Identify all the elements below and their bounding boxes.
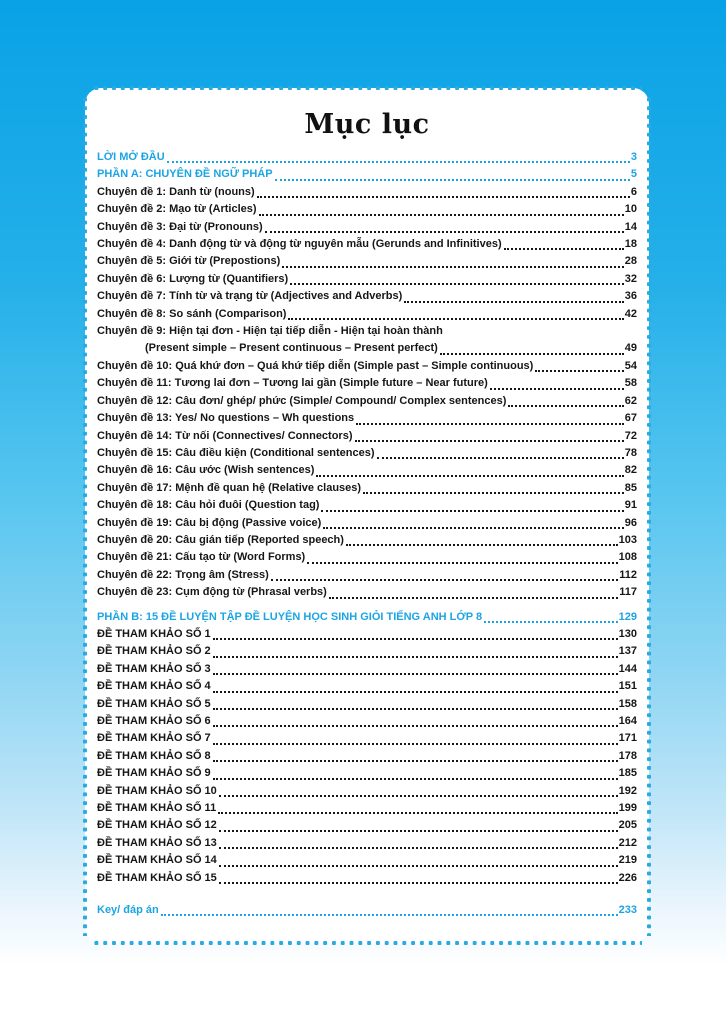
toc-entry-line <box>97 713 637 730</box>
toc-entry-page: 58 <box>624 377 637 390</box>
dot-leader <box>271 579 618 581</box>
toc-entry-label: Chuyên đề 20: Câu gián tiếp (Reported speech) <box>97 533 344 546</box>
toc-entry-label: Key/ đáp án <box>97 904 159 917</box>
toc-entry-line <box>97 783 637 800</box>
toc-entry[interactable] <box>97 748 637 765</box>
dot-leader <box>219 847 618 849</box>
toc-entry-line <box>97 678 637 695</box>
dot-leader <box>218 812 617 814</box>
dot-leader <box>213 760 618 762</box>
toc-entry[interactable] <box>97 783 637 800</box>
toc-entry-page: 28 <box>624 255 637 268</box>
toc-entry[interactable] <box>97 730 637 747</box>
dot-leader <box>355 440 624 442</box>
dot-leader <box>219 795 618 797</box>
toc-entry-line <box>97 800 637 817</box>
toc-entry[interactable] <box>97 306 637 323</box>
toc-entry-page: 199 <box>618 802 637 815</box>
toc-entry-page: 78 <box>624 446 637 459</box>
toc-entry-label: ĐỀ THAM KHẢO SỐ 5 <box>97 697 211 710</box>
toc-entry-page: 3 <box>630 151 637 163</box>
toc-entry-page: 108 <box>618 551 637 564</box>
dot-leader <box>504 248 624 250</box>
dot-leader <box>346 544 618 546</box>
toc-entry-page: 212 <box>618 836 637 849</box>
dot-leader <box>316 475 623 477</box>
toc-entry-page: 5 <box>630 168 637 181</box>
toc-entry-page: 96 <box>624 516 637 529</box>
toc-entry-page: 112 <box>619 568 637 581</box>
toc-entry[interactable] <box>97 515 637 532</box>
toc-entry[interactable] <box>97 445 637 462</box>
toc-entry-line <box>97 730 637 747</box>
dot-leader <box>404 301 624 303</box>
toc-entry-line <box>97 643 637 660</box>
toc-entry[interactable] <box>97 428 637 445</box>
dot-leader <box>161 914 618 916</box>
toc-entry-page: 137 <box>618 645 637 658</box>
toc-entry[interactable] <box>97 678 637 695</box>
toc-entry-page: 171 <box>618 732 637 745</box>
toc-entry-page: 158 <box>618 697 637 710</box>
dotted-border-right <box>646 95 652 936</box>
toc-entry-page: 192 <box>618 784 637 797</box>
toc-entry[interactable] <box>97 532 637 549</box>
toc-entry-label: PHẦN A: CHUYÊN ĐỀ NGỮ PHÁP <box>97 168 273 181</box>
toc-entry-line <box>97 696 637 713</box>
toc-entry[interactable] <box>97 661 637 678</box>
dot-leader <box>356 423 624 425</box>
toc-entry-page: 85 <box>624 481 637 494</box>
dotted-border-bottom <box>92 940 642 946</box>
toc-entry-line <box>97 184 637 201</box>
toc-entry[interactable] <box>97 584 637 601</box>
toc-entry-label: Chuyên đề 12: Câu đơn/ ghép/ phức (Simple/ Compound/ Complex sentences) <box>97 394 507 407</box>
toc-entry-line <box>97 219 637 236</box>
toc-entry[interactable] <box>97 902 637 919</box>
toc-entry-label: Chuyên đề 19: Câu bị động (Passive voice) <box>97 516 322 529</box>
toc-entry-sublabel: (Present simple – Present continuous – Present perfect) <box>145 342 438 355</box>
toc-entry-label: ĐỀ THAM KHẢO SỐ 13 <box>97 836 217 849</box>
toc-entry-line <box>97 271 637 288</box>
toc-entry-label: Chuyên đề 6: Lượng từ (Quantifiers) <box>97 272 289 285</box>
toc-entry-line <box>97 253 637 270</box>
toc-entry[interactable] <box>97 323 637 358</box>
toc-entry-page: 144 <box>618 662 637 675</box>
toc-entry-line <box>97 236 637 253</box>
toc-entry-line <box>97 532 637 549</box>
page-title: Mục lục <box>304 109 430 140</box>
toc-entry-page: 226 <box>618 871 637 884</box>
toc-entry-page: 36 <box>624 290 637 303</box>
toc-entry-line <box>97 870 637 887</box>
dot-leader <box>213 778 618 780</box>
toc-entry[interactable] <box>97 219 637 236</box>
dot-leader <box>213 743 618 745</box>
dot-leader <box>363 492 624 494</box>
toc-entry-label: Chuyên đề 3: Đại từ (Pronouns) <box>97 220 263 233</box>
toc-entry-label: Chuyên đề 5: Giới từ (Prepostions) <box>97 255 281 268</box>
toc-entry[interactable] <box>97 166 637 183</box>
toc-entry-page: 178 <box>618 749 637 762</box>
toc-entry[interactable] <box>97 870 637 887</box>
toc-list <box>97 149 637 919</box>
toc-entry-label: ĐỀ THAM KHẢO SỐ 9 <box>97 767 211 780</box>
dot-leader <box>213 673 618 675</box>
toc-entry-line <box>97 445 637 462</box>
dot-leader <box>213 691 618 693</box>
toc-entry-line <box>97 428 637 445</box>
toc-entry-page: 72 <box>624 429 637 442</box>
toc-entry-line <box>97 323 637 340</box>
toc-entry-line <box>97 375 637 392</box>
dot-leader <box>257 196 630 198</box>
dotted-border-top <box>92 85 642 91</box>
toc-entry-label: ĐỀ THAM KHẢO SỐ 7 <box>97 732 211 745</box>
dot-leader <box>329 597 618 599</box>
toc-entry-line <box>97 626 637 643</box>
dot-leader <box>440 353 624 355</box>
toc-entry-page: 32 <box>624 272 637 285</box>
toc-entry-page: 67 <box>624 412 637 425</box>
toc-entry-page: 18 <box>624 238 637 251</box>
toc-entry-page: 164 <box>618 715 637 727</box>
toc-entry-subline <box>97 340 637 357</box>
toc-entry-line <box>97 462 637 479</box>
dot-leader <box>167 161 630 163</box>
toc-entry-line <box>97 480 637 497</box>
toc-entry-page: 49 <box>624 342 637 355</box>
dot-leader <box>265 231 624 233</box>
dot-leader <box>377 457 624 459</box>
toc-entry-line <box>97 358 637 375</box>
dot-leader <box>219 865 618 867</box>
toc-entry-line <box>97 149 637 166</box>
toc-entry-line <box>97 902 637 919</box>
toc-entry-line <box>97 852 637 869</box>
toc-entry-label: ĐỀ THAM KHẢO SỐ 8 <box>97 749 211 762</box>
toc-entry[interactable] <box>97 149 637 166</box>
toc-entry-label: Chuyên đề 7: Tính từ và trạng từ (Adjectives and Adverbs) <box>97 290 403 303</box>
toc-entry[interactable] <box>97 696 637 713</box>
toc-entry[interactable] <box>97 410 637 427</box>
toc-entry-label: Chuyên đề 1: Danh từ (nouns) <box>97 185 255 198</box>
toc-entry-label: ĐỀ THAM KHẢO SỐ 3 <box>97 662 211 675</box>
toc-entry-label: PHẦN B: 15 ĐỀ LUYỆN TẬP ĐỀ LUYỆN HỌC SINH GIỎI TIẾNG ANH LỚP 8 <box>97 610 483 623</box>
toc-entry-page: 151 <box>618 680 637 693</box>
toc-entry-label: Chuyên đề 11: Tương lai đơn – Tương lai gần (Simple future – Near future) <box>97 377 488 390</box>
dot-leader <box>213 656 618 658</box>
toc-entry-page: 117 <box>619 586 637 599</box>
dot-leader <box>213 725 618 727</box>
toc-entry-line <box>97 497 637 514</box>
toc-entry-label: Chuyên đề 13: Yes/ No questions – Wh questions <box>97 412 355 425</box>
toc-entry[interactable] <box>97 288 637 305</box>
toc-entry[interactable] <box>97 375 637 392</box>
toc-entry[interactable] <box>97 480 637 497</box>
dot-leader <box>259 214 624 216</box>
toc-entry-page: 185 <box>618 767 637 780</box>
dot-leader <box>321 510 623 512</box>
toc-entry-label: Chuyên đề 4: Danh động từ và động từ nguyên mẫu (Gerunds and Infinitives) <box>97 238 502 251</box>
toc-entry[interactable] <box>97 358 637 375</box>
toc-entry-page: 130 <box>618 627 637 640</box>
dot-leader <box>484 621 618 623</box>
toc-entry[interactable] <box>97 253 637 270</box>
toc-entry-label: Chuyên đề 23: Cụm động từ (Phrasal verbs) <box>97 586 327 599</box>
toc-entry-label: Chuyên đề 17: Mệnh đề quan hệ (Relative clauses) <box>97 481 362 494</box>
toc-entry[interactable] <box>97 567 637 584</box>
toc-entry-page: 42 <box>624 307 637 320</box>
toc-entry-label: Chuyên đề 21: Cấu tạo từ (Word Forms) <box>97 551 306 564</box>
toc-entry-page: 129 <box>618 610 637 623</box>
dotted-border-left <box>82 95 88 936</box>
toc-entry-page: 10 <box>624 203 637 216</box>
toc-entry-label: ĐỀ THAM KHẢO SỐ 11 <box>97 802 217 815</box>
toc-entry[interactable] <box>97 643 637 660</box>
toc-entry[interactable] <box>97 817 637 834</box>
toc-entry-line <box>97 393 637 410</box>
toc-entry[interactable] <box>97 271 637 288</box>
toc-entry-line <box>97 288 637 305</box>
toc-entry-label: ĐỀ THAM KHẢO SỐ 4 <box>97 680 211 693</box>
toc-entry-label: ĐỀ THAM KHẢO SỐ 2 <box>97 645 211 658</box>
dot-leader <box>323 527 623 529</box>
toc-entry[interactable] <box>97 765 637 782</box>
dot-leader <box>219 882 618 884</box>
toc-entry[interactable] <box>97 497 637 514</box>
toc-entry-line <box>97 549 637 566</box>
toc-entry-label: ĐỀ THAM KHẢO SỐ 14 <box>97 854 217 867</box>
toc-entry-label: Chuyên đề 16: Câu ước (Wish sentences) <box>97 464 315 477</box>
dot-leader <box>490 388 624 390</box>
toc-entry-line <box>97 201 637 218</box>
toc-entry-page: 205 <box>618 819 637 832</box>
toc-entry-line <box>97 515 637 532</box>
dot-leader <box>535 370 623 372</box>
toc-entry-line <box>97 817 637 834</box>
toc-entry-label: ĐỀ THAM KHẢO SỐ 15 <box>97 871 217 884</box>
toc-entry-page: 219 <box>618 854 637 867</box>
dot-leader <box>275 179 630 181</box>
toc-entry-label: Chuyên đề 18: Câu hỏi đuôi (Question tag) <box>97 499 320 512</box>
dot-leader <box>282 266 624 268</box>
toc-entry[interactable] <box>97 852 637 869</box>
dot-leader <box>213 638 618 640</box>
toc-entry-page: 54 <box>624 359 637 372</box>
toc-entry[interactable] <box>97 393 637 410</box>
dot-leader <box>307 562 617 564</box>
toc-entry-line <box>97 166 637 183</box>
toc-entry[interactable] <box>97 462 637 479</box>
dot-leader <box>219 830 618 832</box>
dot-leader <box>290 283 624 285</box>
toc-entry-line <box>97 609 637 626</box>
toc-entry-line <box>97 306 637 323</box>
toc-entry-label: Chuyên đề 14: Từ nối (Connectives/ Connectors) <box>97 429 353 442</box>
toc-entry-label: ĐỀ THAM KHẢO SỐ 10 <box>97 784 217 797</box>
toc-entry-page: 233 <box>618 904 637 917</box>
toc-entry-label: ĐỀ THAM KHẢO SỐ 1 <box>97 627 211 640</box>
toc-entry-label: Chuyên đề 10: Quá khứ đơn – Quá khứ tiếp diễn (Simple past – Simple continuous) <box>97 359 534 372</box>
toc-entry-line <box>97 661 637 678</box>
toc-entry-label: Chuyên đề 2: Mạo từ (Articles) <box>97 203 257 216</box>
toc-entry-page: 103 <box>618 533 637 546</box>
toc-sheet <box>85 88 649 943</box>
toc-entry-label: Chuyên đề 8: So sánh (Comparison) <box>97 307 287 320</box>
toc-entry-page: 14 <box>624 220 637 233</box>
toc-entry-line <box>97 410 637 427</box>
toc-entry[interactable] <box>97 713 637 730</box>
toc-entry[interactable] <box>97 626 637 643</box>
toc-entry-line <box>97 584 637 601</box>
dot-leader <box>213 708 618 710</box>
toc-entry-label: Chuyên đề 22: Trọng âm (Stress) <box>97 568 269 581</box>
toc-entry[interactable] <box>97 236 637 253</box>
toc-entry-page: 82 <box>624 464 637 477</box>
toc-entry-page: 91 <box>624 499 637 512</box>
toc-entry-label: LỜI MỞ ĐẦU <box>97 151 165 163</box>
toc-entry-page: 6 <box>630 185 637 198</box>
dot-leader <box>288 318 623 320</box>
dot-leader <box>508 405 623 407</box>
toc-entry[interactable] <box>97 549 637 566</box>
toc-entry-label: ĐỀ THAM KHẢO SỐ 6 <box>97 715 211 727</box>
toc-entry-label: Chuyên đề 15: Câu điều kiện (Conditional sentences) <box>97 446 375 459</box>
toc-entry[interactable] <box>97 184 637 201</box>
toc-entry[interactable] <box>97 609 637 626</box>
toc-entry[interactable] <box>97 800 637 817</box>
toc-entry-label: ĐỀ THAM KHẢO SỐ 12 <box>97 819 217 832</box>
toc-entry-line <box>97 748 637 765</box>
toc-entry[interactable] <box>97 835 637 852</box>
toc-entry-line <box>97 835 637 852</box>
toc-entry-label: Chuyên đề 9: Hiện tại đơn - Hiện tại tiếp diễn - Hiện tại hoàn thành <box>97 325 443 338</box>
toc-entry-page: 62 <box>624 394 637 407</box>
toc-entry[interactable] <box>97 201 637 218</box>
toc-entry-line <box>97 765 637 782</box>
toc-entry-line <box>97 567 637 584</box>
